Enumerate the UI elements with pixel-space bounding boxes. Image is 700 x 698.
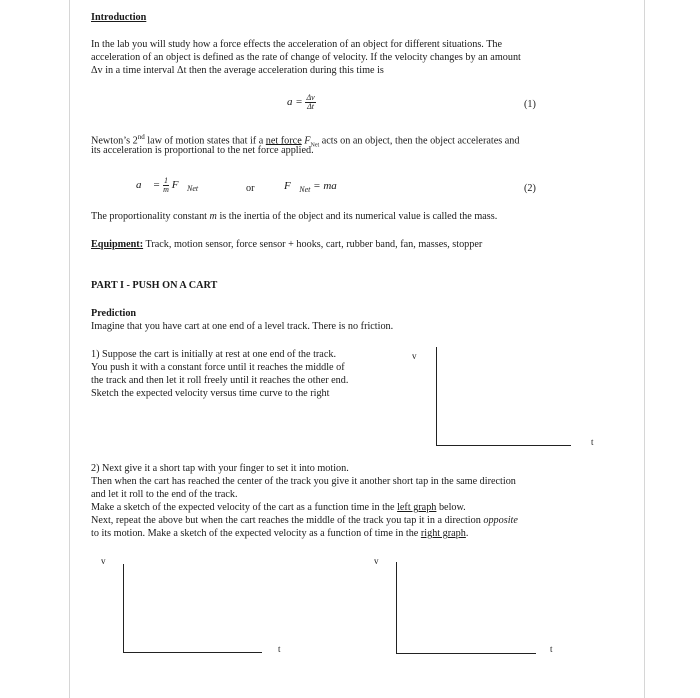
q2-line-4 (91, 501, 466, 514)
q1-line-2: You push it with a constant force until it reaches the middle of (91, 362, 345, 373)
equation-2-or: or (246, 183, 255, 194)
q2-line-6-text-b: . (465, 528, 469, 539)
graph-1-v-label: v (412, 351, 417, 361)
q2-line-6-text-a: to its motion. Make a sketch of the expected velocity as a function of time in the (91, 528, 421, 539)
equation-1-number: (1) (524, 99, 536, 110)
newton-line-2: its acceleration is proportional to the net force applied. (91, 145, 314, 156)
equation-2-right-force: F⃗ (284, 180, 300, 192)
graph-3-x-axis (396, 653, 536, 654)
mass-text-a: The proportionality constant (91, 211, 210, 222)
q1-line-3: the track and then let it roll freely until it reaches the other end. (91, 375, 349, 386)
equation-1-numerator: Δv (306, 93, 315, 102)
q2-line-4-text-a: Make a sketch of the expected velocity of the cart as a function time in the (91, 502, 398, 513)
q2-line-4-text-b: below. (436, 502, 466, 513)
mass-text-b: is the inertia of the object and its numerical value is called the mass. (216, 211, 498, 222)
intro-line-3: Δv in a time interval Δt then the average acceleration during this time is (91, 65, 384, 76)
q1-line-4: Sketch the expected velocity versus time curve to the right (91, 388, 330, 399)
graph-2-v-label: v (101, 556, 106, 566)
opposite-term: opposite (483, 515, 518, 526)
mass-symbol: m (209, 211, 217, 222)
graph-2-y-axis (123, 564, 124, 652)
q2-line-5-text-a: Next, repeat the above but when the cart reaches the middle of the track you tap it in a direction (91, 515, 484, 526)
q2-line-6 (91, 527, 468, 540)
equation-2-right (284, 180, 345, 196)
graph-1-y-axis (436, 347, 437, 445)
force-subscript: Net (310, 142, 320, 149)
force-symbol: F (304, 135, 311, 147)
graph-1-x-axis (436, 445, 571, 446)
equation-2-right-subscript: Net (299, 185, 311, 195)
newton-text-b: law of motion states that if a (144, 135, 266, 147)
right-graph-term: right graph (420, 528, 466, 539)
q2-line-5 (91, 514, 518, 527)
equation-1 (287, 94, 316, 111)
equipment-text: Track, motion sensor, force sensor + hooks, cart, rubber band, fan, masses, stopper (143, 239, 483, 250)
prediction-line: Imagine that you have cart at one end of a level track. There is no friction. (91, 321, 394, 332)
graph-1-t-label: t (591, 437, 594, 447)
left-graph-term: left graph (397, 502, 437, 513)
graph-2-t-label: t (278, 644, 281, 654)
q2-line-2: Then when the cart has reached the center of the track you give it another short tap in the same direction (91, 476, 516, 487)
graph-3-v-label: v (374, 556, 379, 566)
graph-3-t-label: t (550, 644, 553, 654)
equation-1-denominator: Δt (307, 102, 315, 111)
net-force-term: net force (265, 135, 302, 147)
part-1-heading: PART I - PUSH ON A CART (91, 280, 218, 291)
document-page (70, 0, 644, 698)
equation-2-force: F⃗ (171, 179, 188, 192)
intro-line-1: In the lab you will study how a force effects the acceleration of an object for different situations. The (91, 39, 503, 50)
graph-3-y-axis (396, 562, 397, 653)
equation-2-left (136, 177, 198, 195)
q2-line-1: 2) Next give it a short tap with your finger to set it into motion. (91, 463, 349, 474)
equation-2-denominator: m (163, 185, 169, 194)
prediction-heading: Prediction (91, 308, 137, 319)
section-title-introduction: Introduction (91, 12, 147, 23)
equation-1-fraction (305, 94, 315, 111)
equation-1-lhs: a = (287, 96, 303, 109)
newton-text-c: acts on an object, then the object accelerates and (319, 135, 520, 147)
newton-text-a: Newton’s 2 (91, 135, 138, 147)
mass-line (91, 210, 497, 223)
equation-2-numerator: 1 (163, 176, 168, 185)
equipment-label: Equipment: (91, 239, 144, 250)
equation-2-fraction (163, 177, 169, 194)
equation-2-right-rhs: = ma⃗ (310, 180, 346, 192)
equation-2-lhs: a⃗ = (136, 179, 161, 192)
intro-line-2: acceleration of an object is defined as the rate of change of velocity. If the velocity changes by an amount (91, 52, 521, 63)
graph-2-x-axis (123, 652, 262, 653)
equipment-line (91, 238, 482, 251)
q1-line-1: 1) Suppose the cart is initially at rest at one end of the track. (91, 349, 336, 360)
equation-2-number: (2) (524, 183, 536, 194)
q2-line-3: and let it roll to the end of the track. (91, 489, 238, 500)
equation-2-force-subscript: Net (187, 184, 199, 194)
newton-superscript: nd (137, 133, 145, 141)
